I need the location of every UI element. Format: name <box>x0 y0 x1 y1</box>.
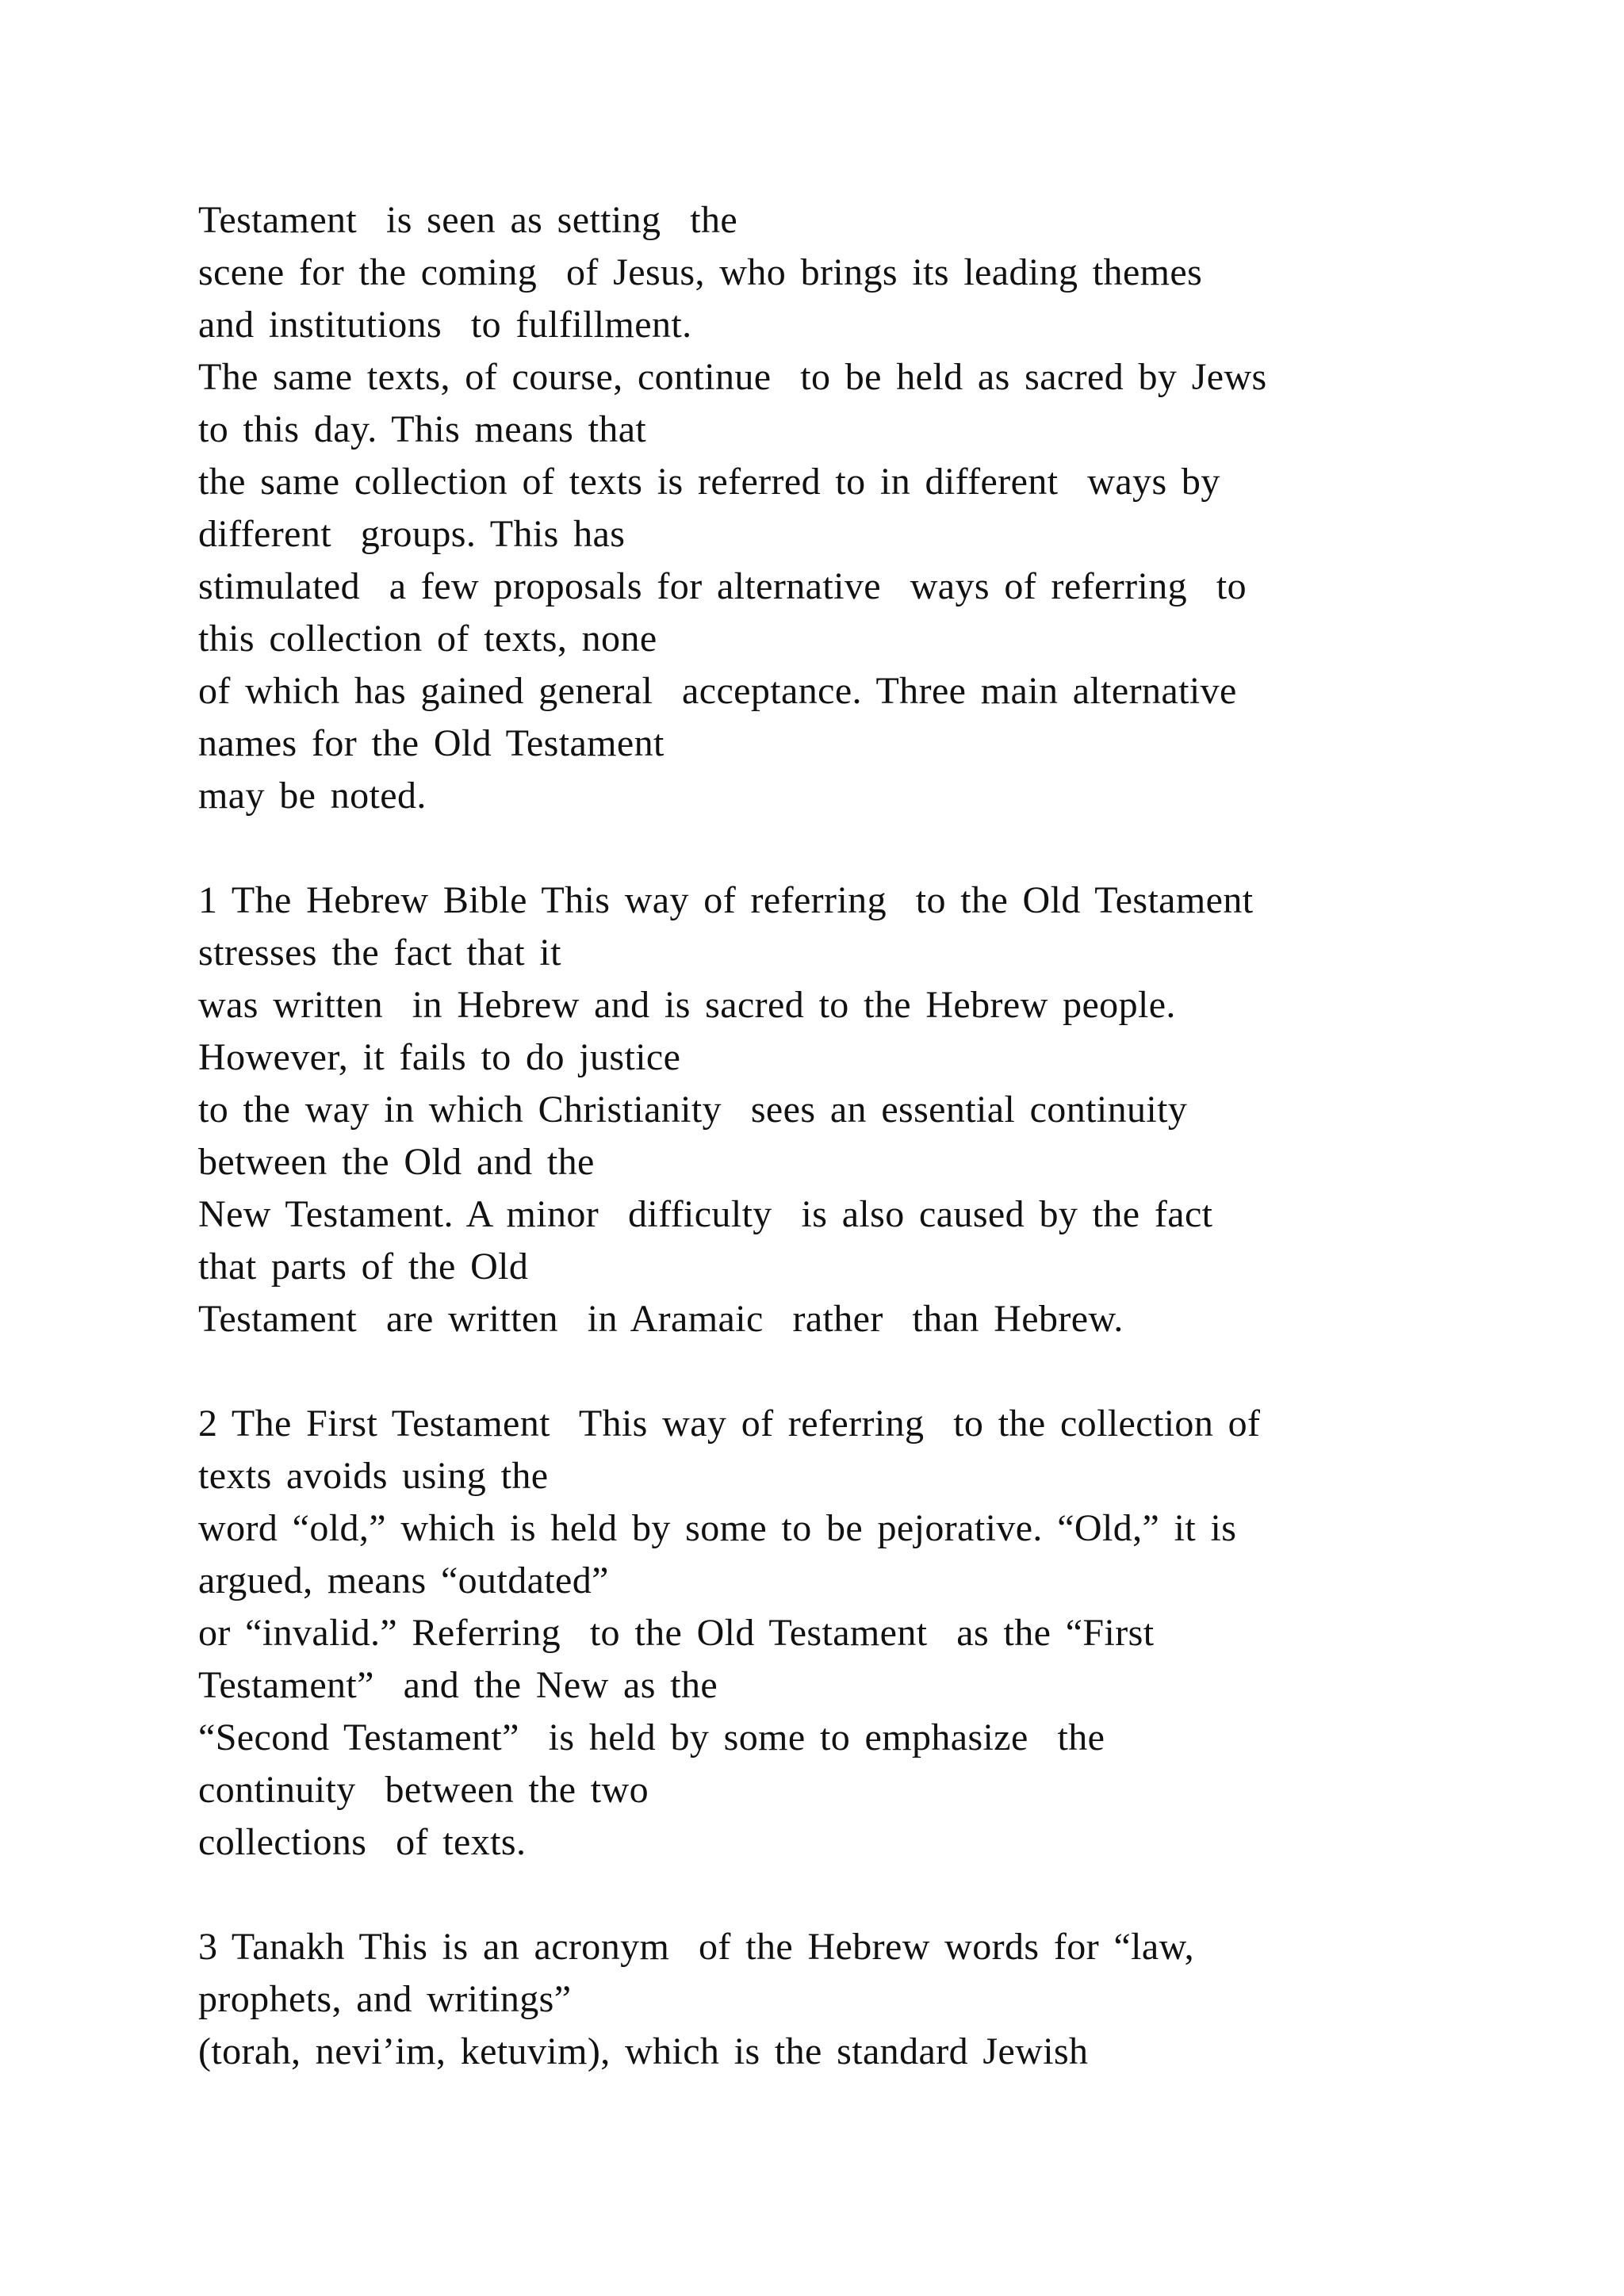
paragraph-gap <box>198 1345 1594 1398</box>
text-line: collections of texts. <box>198 1821 527 1863</box>
text-line: between the Old and the <box>198 1141 595 1183</box>
text-line: 2 The First Testament This way of referring to the collection of <box>198 1402 1261 1445</box>
paragraph-gap <box>198 822 1594 874</box>
text-line: word “old,” which is held by some to be pejorative. “Old,” it is <box>198 1507 1237 1549</box>
text-line: of which has gained general acceptance. Three main alternative <box>198 670 1237 712</box>
text-line: Testament” and the New as the <box>198 1664 718 1706</box>
text-line: and institutions to fulfillment. <box>198 304 692 346</box>
text-line: names for the Old Testament <box>198 722 665 764</box>
text-line: New Testament. A minor difficulty is also caused by the fact <box>198 1193 1213 1235</box>
text-line: this collection of texts, none <box>198 618 657 660</box>
text-line: may be noted. <box>198 775 427 817</box>
text-line: Testament are written in Aramaic rather than Hebrew. <box>198 1298 1124 1340</box>
text-line: that parts of the Old <box>198 1246 529 1288</box>
text-line: continuity between the two <box>198 1769 649 1811</box>
body-text <box>198 194 1594 2078</box>
text-line: argued, means “outdated” <box>198 1559 609 1601</box>
text-line: was written in Hebrew and is sacred to the Hebrew people. <box>198 984 1176 1026</box>
text-line: stimulated a few proposals for alternative ways of referring to <box>198 565 1247 607</box>
text-line: or “invalid.” Referring to the Old Testament as the “First <box>198 1612 1155 1654</box>
text-line: Testament is seen as setting the <box>198 199 738 241</box>
paragraph-gap <box>198 1869 1594 1921</box>
text-line: different groups. This has <box>198 513 626 555</box>
text-line: scene for the coming of Jesus, who brings its leading themes <box>198 251 1203 293</box>
text-line: prophets, and writings” <box>198 1978 572 2020</box>
text-line: The same texts, of course, continue to be held as sacred by Jews <box>198 356 1267 398</box>
text-line: However, it fails to do justice <box>198 1036 681 1078</box>
text-line: to the way in which Christianity sees an essential continuity <box>198 1089 1188 1131</box>
text-line: (torah, nevi’im, ketuvim), which is the standard Jewish <box>198 2030 1089 2072</box>
text-line: to this day. This means that <box>198 408 647 450</box>
text-line: 3 Tanakh This is an acronym of the Hebrew words for “law, <box>198 1926 1194 1968</box>
text-line: the same collection of texts is referred to in different ways by <box>198 461 1220 503</box>
text-line: “Second Testament” is held by some to emphasize the <box>198 1716 1105 1758</box>
text-line: 1 The Hebrew Bible This way of referring to the Old Testament <box>198 879 1254 921</box>
text-line: texts avoids using the <box>198 1455 549 1497</box>
text-line: stresses the fact that it <box>198 932 561 974</box>
